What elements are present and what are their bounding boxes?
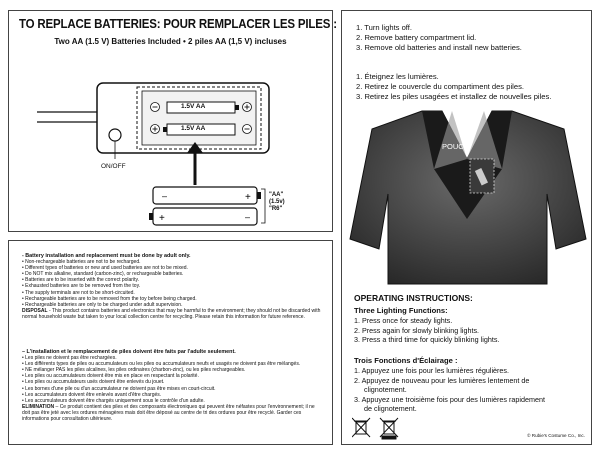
fr-warning-item: • NE mélanger PAS les piles alcalines, les piles ordinaires (charbon-zinc), ou les piles rechargeables. [22, 367, 246, 374]
fr-warning-item: • Les bornes d'une pile ou d'un accumulateur ne doivent pas être mises en court-circuit. [22, 385, 216, 392]
en-warning-item: • Non-rechargeable batteries are not to be recharged. [22, 259, 141, 266]
shirt-illustration [342, 99, 593, 299]
svg-text:–: – [245, 212, 251, 222]
french-warnings [22, 349, 324, 422]
svg-text:+: + [245, 192, 251, 203]
en-disposal-note: DISPOSAL - This product contains batteries and electronics that may be harmful to the environment; they should not be discarded with normal household waste but taken to your local collection centre for recycling. Please retain this information for future reference. [22, 307, 321, 320]
battery-warning-panel [8, 240, 333, 445]
en-function-item: 3. Press a third time for quickly blinking lights. [354, 335, 500, 345]
en-functions-list [354, 316, 581, 345]
en-warning-item: • Batteries are to be inserted with the correct polarity. [22, 277, 139, 284]
english-warnings [22, 253, 324, 320]
fr-step: 2. Retirez le couvercle du compartiment des piles. [356, 82, 524, 91]
fr-warning-item: • Les différents types de piles ou accumulateurs ou les piles ou accumulateurs neufs et usagés ne doivent pas être mélangés. [22, 361, 301, 368]
copyright: © Rubie's Costume Co., Inc. [527, 433, 585, 438]
en-function-item: 2. Press again for slowly blinking lights. [354, 325, 480, 335]
weee-battery-icon [380, 418, 398, 439]
en-warning-item: • The supply terminals are not to be short-circuited. [22, 289, 135, 296]
cell-label-1: 1.5V AA [181, 103, 206, 110]
fr-function-item: 2. Appuyez de nouveau pour les lumières lentement de [354, 375, 530, 385]
fr-function-item: 3. Appuyez une troisième fois pour des lumières rapidement [354, 394, 545, 404]
battery-voltage-label: (1.5v) [269, 199, 285, 205]
on-off-switch [109, 129, 121, 141]
english-steps [356, 23, 522, 53]
operating-instructions-title: OPERATING INSTRUCTIONS: [354, 293, 473, 303]
fr-step: 1. Éteignez les lumières. [356, 72, 439, 81]
fr-functions-title: Trois Fonctions d'Éclairage : [354, 356, 458, 365]
cell-label-2: 1.5V AA [181, 125, 206, 132]
en-warning-item: • Exhausted batteries are to be removed from the toy. [22, 283, 141, 290]
pouch-label: POUCH [442, 142, 470, 151]
svg-text:+: + [159, 213, 165, 224]
fr-functions-list [354, 366, 581, 414]
french-steps [356, 72, 551, 102]
svg-text:–: – [162, 191, 168, 201]
loose-battery-2 [149, 208, 257, 225]
battery-panel-title: TO REPLACE BATTERIES: POUR REMPLACER LES PILES : [19, 17, 337, 31]
fr-warning-item: • Les accumulateurs doivent être enlevés avant d'être chargés. [22, 391, 162, 398]
fr-warning-item: • Les piles ou accumulateurs doivent être mis en place en respectant la polarité. [22, 373, 199, 380]
en-warning-heading: - Battery installation and replacement must be done by adult only. [22, 253, 191, 259]
en-function-item: 1. Press once for steady lights. [354, 316, 453, 325]
weee-bin-icon [352, 418, 370, 437]
fr-function-item: 1. Appuyez une fois pour les lumières régulières. [354, 366, 510, 375]
en-step: 1. Turn lights off. [356, 23, 412, 32]
switch-label: ON/OFF [101, 163, 126, 170]
battery-diagram [9, 11, 334, 233]
fr-function-item: de clignotement. [364, 404, 417, 414]
battery-replacement-panel [8, 10, 337, 232]
en-warning-item: • Rechargeable batteries are to be removed from the toy before being charged. [22, 295, 197, 302]
fr-warning-item: • Les piles ne doivent pas être rechargées. [22, 355, 117, 362]
en-step: 3. Remove old batteries and install new batteries. [356, 43, 522, 52]
recycle-symbols [352, 416, 432, 440]
en-functions-title: Three Lighting Functions: [354, 306, 448, 315]
fr-warning-item: • Les accumulateurs doivent être chargés uniquement sous le contrôle d'un adulte. [22, 397, 205, 404]
en-warning-item: • Do NOT mix alkaline, standard (carbon-zinc), or rechargeable batteries. [22, 271, 184, 278]
fr-function-item: clignotement. [364, 385, 407, 395]
fr-warning-heading: – L'installation et le remplacement de piles doivent être faits par l'adulte seulement. [22, 349, 236, 355]
fr-disposal-note: ELIMINATION – Ce produit contient des piles et des composants électroniques qui peuvent être néfastes pour l'environnement; il ne doit pas être jeté avec les ordures ménagères mais doit être déposé au centre de tri des ordures pour être recyclé. Garder ces informations pour consultation ultérieure. [22, 403, 315, 423]
battery-panel-subtitle: Two AA (1.5 V) Batteries Included • 2 piles AA (1,5 V) incluses [54, 37, 287, 46]
en-warning-item: • Different types of batteries or new and used batteries are not to be mixed. [22, 265, 188, 272]
battery-type-label [269, 192, 285, 213]
instructions-panel [341, 10, 592, 445]
en-warning-item: • Rechargeable batteries are only to be charged under adult supervision. [22, 301, 183, 308]
battery-size-label: "AA" [269, 192, 284, 198]
fr-warning-item: • Les piles ou accumulateurs usés doivent être enlevés du jouet. [22, 379, 165, 386]
battery-code-label: "R6" [269, 206, 283, 212]
fr-step: 3. Retirez les piles usagées et installez de nouvelles piles. [356, 92, 552, 101]
loose-battery-1 [153, 187, 261, 204]
en-step: 2. Remove battery compartment lid. [356, 33, 477, 42]
